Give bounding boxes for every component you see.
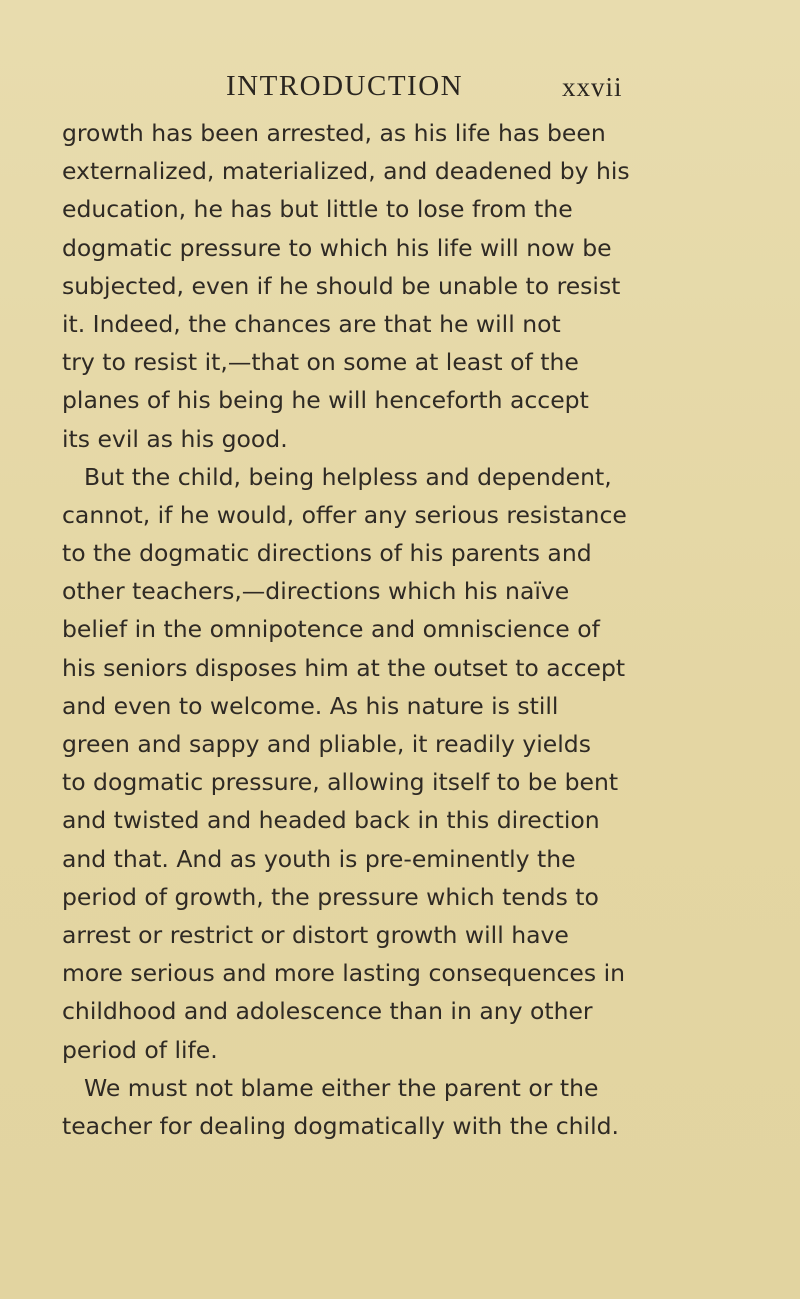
text-line: it. Indeed, the chances are that he will not [62,309,561,338]
text-line: other teachers,—directions which his naïve [62,577,570,606]
running-head: INTRODUCTION [226,70,464,102]
text-line: and that. And as youth is pre-eminently the [62,844,576,873]
text-line: arrest or restrict or distort growth will have [62,920,569,949]
text-line: planes of his being he will henceforth accept [62,386,589,415]
text-line: to the dogmatic directions of his parents and [62,539,592,568]
text-line: period of growth, the pressure which tends to [62,882,599,911]
text-line: teacher for dealing dogmatically with the child. [62,1111,620,1140]
text-line: try to resist it,—that on some at least of the [62,348,579,377]
text-line: and twisted and headed back in this direction [62,806,600,835]
text-line: its evil as his good. [62,424,288,453]
paragraph-start-line: We must not blame either the parent or the [84,1073,599,1102]
page-header [0,70,800,110]
body-text [62,114,782,1145]
text-line: growth has been arrested, as his life has been [62,119,606,147]
text-line: externalized, materialized, and deadened by his [62,157,630,186]
text-line: to dogmatic pressure, allowing itself to be bent [62,768,619,797]
text-line: cannot, if he would, offer any serious resistance [62,500,627,529]
text-line: period of life. [62,1035,218,1064]
text-line: belief in the omnipotence and omniscience of [62,615,600,644]
text-line: dogmatic pressure to which his life will now be [62,233,612,262]
text-line: education, he has but little to lose from the [62,195,573,224]
text-line: more serious and more lasting consequences in [62,959,626,988]
text-line: green and sappy and pliable, it readily yields [62,730,591,758]
text-line: his seniors disposes him at the outset to accept [62,653,626,682]
text-line: childhood and adolescence than in any other [62,997,593,1026]
text-line: subjected, even if he should be unable to resist [62,271,621,300]
text-line: and even to welcome. As his nature is still [62,691,559,720]
page-number: xxvii [562,72,623,102]
paragraph-start-line: But the child, being helpless and dependent, [84,462,612,491]
